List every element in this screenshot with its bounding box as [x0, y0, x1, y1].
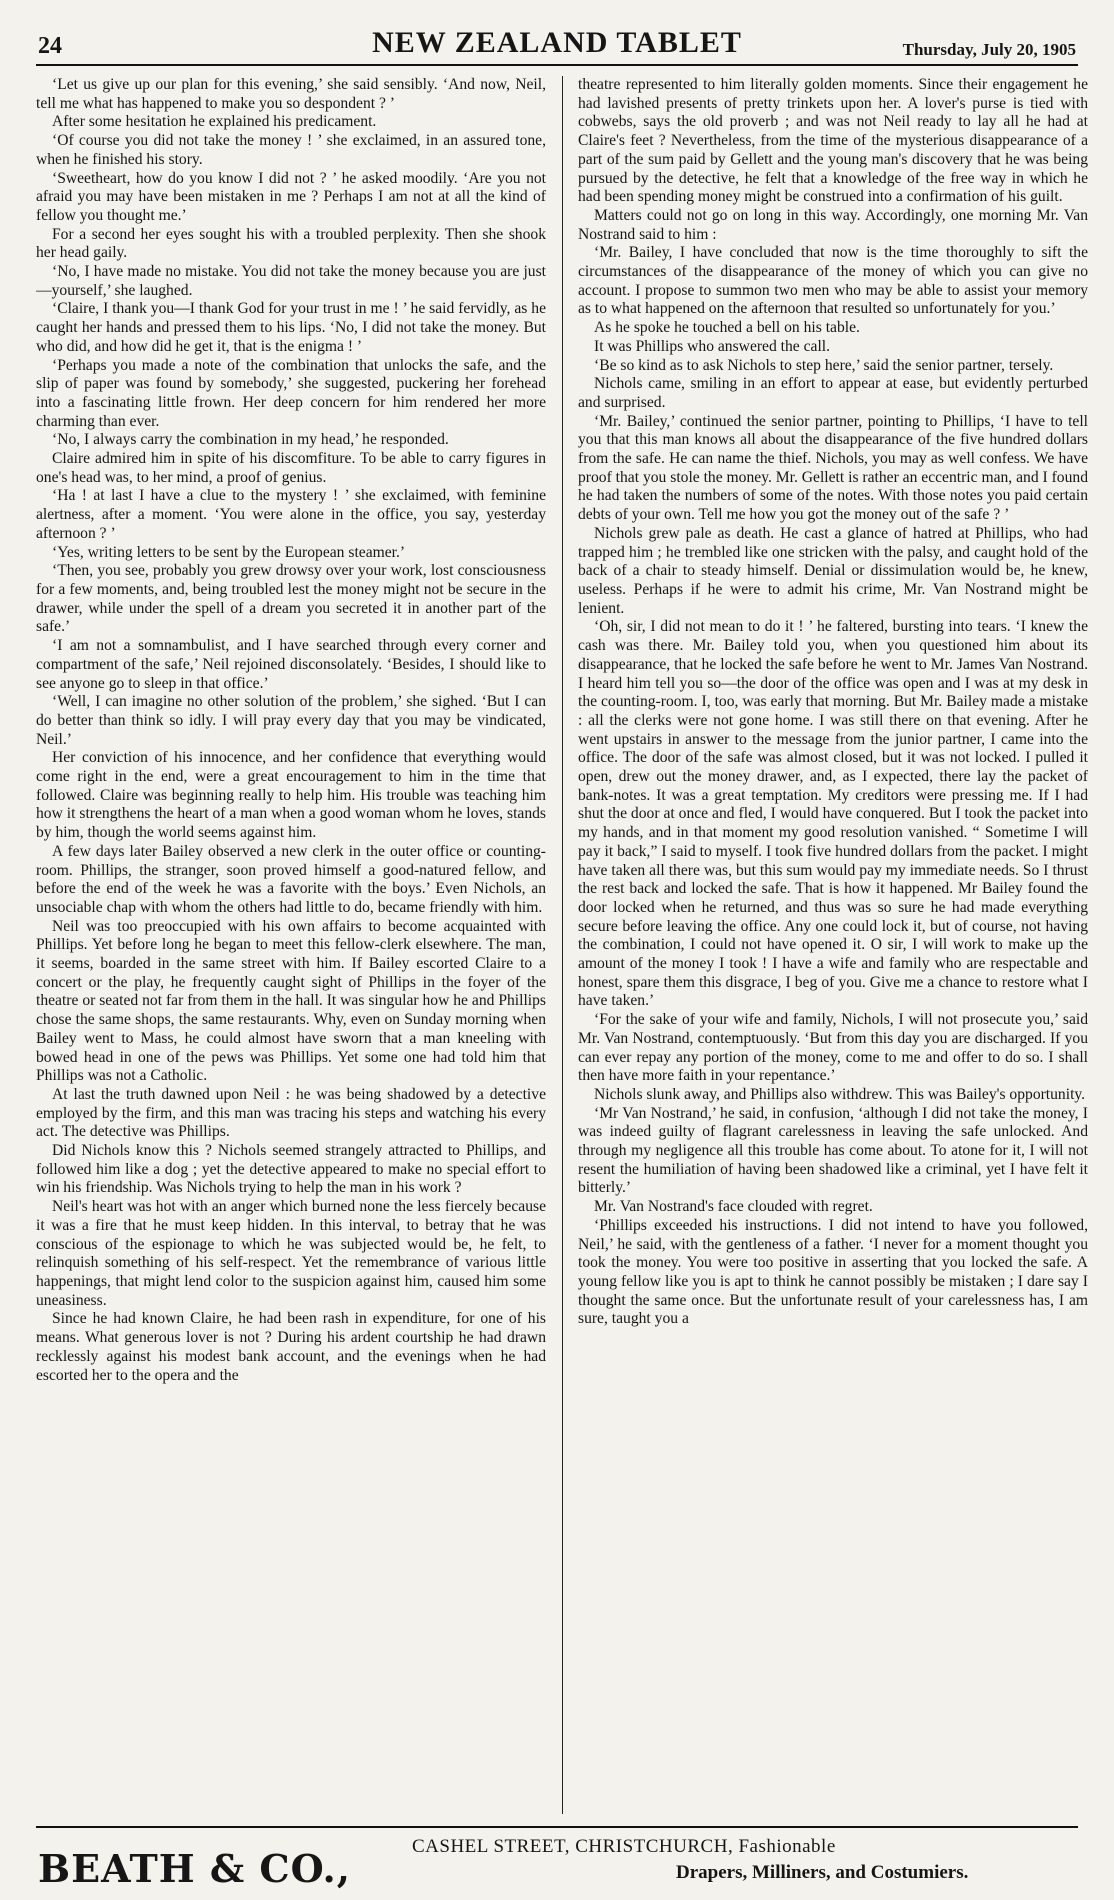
paragraph: Matters could not go on long in this way. Accordingly, one morning Mr. Van Nostrand said to him :: [578, 206, 1088, 243]
advertisement: [38, 1832, 1076, 1896]
paragraph: ‘Sweetheart, how do you know I did not ? ’ he asked moodily. ‘Are you not afraid you may have been mistaken in me ? Perhaps I am not at all the kind of fellow you thought me.’: [36, 169, 546, 224]
paragraph: Since he had known Claire, he had been rash in expenditure, for one of his means. What generous lover is not ? During his ardent courtship he had drawn recklessly against his modest bank account, and the evenings when he had escorted her to the opera and the: [36, 1310, 546, 1384]
paragraph: ‘No, I have made no mistake. You did not take the money because you are just—yourself,’ she laughed.: [36, 263, 546, 299]
page-header: [38, 24, 1076, 60]
paragraph: ‘Mr Van Nostrand,’ he said, in confusion, ‘although I did not take the money, I was indeed guilty of flagrant carelessness in leaving the safe unlocked. And through my negligence all this trouble has come about. To atone for it, I will not resent the humiliation of having been shadowed like a criminal, yet I have felt it bitterly.’: [578, 1104, 1088, 1197]
issue-date: Thursday, July 20, 1905: [902, 40, 1076, 59]
paragraph: Neil was too preoccupied with his own affairs to become acquainted with Phillips. Yet before long he began to meet this fellow-clerk elsewhere. The man, it seems, boarded in the same street with him. If Bailey escorted Claire to a concert or the play, he frequently caught sight of Phillips in the foyer of the theatre or seated not far from them in the hall. It was singular how he and Phillips chose the same shops, the same restaurants. Why, even on Sunday morning when Bailey went to Mass, he could almost have sworn that a man kneeling with bowed head in one of the pews was Phillips. Yet some one had told him that Phillips was not a Catholic.: [36, 917, 546, 1085]
paragraph: ‘Ha ! at last I have a clue to the mystery ! ’ she exclaimed, with feminine alertness, after a moment. ‘You were alone in the office, you say, yesterday afternoon ? ’: [36, 487, 546, 542]
paragraph: ‘Well, I can imagine no other solution of the problem,’ she sighed. ‘But I can do better than think so idly. I will pray every day that you may be vindicated, Neil.’: [36, 693, 546, 748]
paragraph: Neil's heart was hot with an anger which burned none the less fiercely because it was a fire that he must keep hidden. In this interval, to betray that he was conscious of the espionage to which he was subjected would be, he felt, to relinquish something of his self-respect. Yet the remembrance of various little happenings, that might lend color to the suspicion against him, caused him some uneasiness.: [36, 1198, 546, 1309]
paragraph: ‘Mr. Bailey,’ continued the senior partner, pointing to Phillips, ‘I have to tell you that this man knows all about the disappearance of the five hundred dollars from the safe. He can name the thief. Nichols, you may as well confess. We have proof that you stole the money. Mr. Gellett is rather an eccentric man, and I found he had taken the numbers of some of the notes. With those notes you paid certain debts of your own. Tell me how you got the money out of the safe ? ’: [578, 412, 1088, 524]
paragraph: ‘Oh, sir, I did not mean to do it ! ’ he faltered, bursting into tears. ‘I knew the cash was there. Mr. Bailey told you, when you questioned him about its disappearance, that he locked the safe before he went to Mr. James Van Nostrand. I heard him tell you so—the door of the office was open and I was at my desk in the counting-room. I, too, was early that morning. But Mr. Bailey made a mistake : all the clerks were not gone home. I was still there on that evening. After he went upstairs in answer to the message from the junior partner, I came into the office. The door of the safe was almost closed, but it was not locked. I pulled it open, drew out the money drawer, and, as I expected, there lay the packet of bank-notes. It was a great temptation. My creditors were pressing me. If I had shut the door at once and fled, I would have conquered. But I took the packet into my hands, and in that moment my good resolution vanished. “ Sometime I will pay it back,” I said to myself. I took five hundred dollars from the packet. I might have taken all there was, but this sum would pay my immediate needs. So I thrust the rest back and locked the safe. That is how it happened. Mr Bailey found the door locked when he returned, and thus was so sure he had made everything secure before leaving the office. Any one could lock it, but of course, not having the combination, I could not have opened it. O sir, I will work to make up the amount of the money I took ! I have a wife and family who are respectable and honest, spare them this disgrace, I beg of you. Give me a chance to restore what I have taken.’: [578, 618, 1088, 1010]
paragraph: ‘Mr. Bailey, I have concluded that now is the time thoroughly to sift the circumstances of the disappearance of the money of which you can give no account. I propose to summon two men who may be able to assist your memory as to what happened on the afternoon that resulted so unfortunately for you.’: [578, 244, 1088, 318]
left-column: [36, 76, 546, 1814]
paragraph: Nichols came, smiling in an effort to appear at ease, but evidently perturbed and surprised.: [578, 375, 1088, 411]
advertiser-trades: Drapers, Milliners, and Costumiers.: [676, 1862, 969, 1883]
paragraph: ‘Then, you see, probably you grew drowsy over your work, lost consciousness for a few moments, and, being troubled lest the money might not be secure in the drawer, while under the spell of a dream you secreted it in another part of the safe.’: [36, 562, 546, 636]
paragraph: Mr. Van Nostrand's face clouded with regret.: [594, 1198, 873, 1216]
paragraph: At last the truth dawned upon Neil : he was being shadowed by a detective employed by the firm, and this man was tracing his steps and watching his every act. The detective was Phillips.: [36, 1085, 546, 1141]
advertiser-address: CASHEL STREET, CHRISTCHURCH, Fashionable: [412, 1836, 836, 1857]
paragraph: It was Phillips who answered the call.: [594, 337, 831, 355]
paragraph: A few days later Bailey observed a new clerk in the outer office or counting-room. Phillips, the stranger, soon proved himself a good-natured fellow, and before the end of the week he was a favorite with the boys.’ Even Nichols, an unsociable chap with whom the others had little to do, became friendly with him.: [36, 842, 546, 916]
paragraph: ‘Let us give up our plan for this evening,’ she said sensibly. ‘And now, Neil, tell me what has happened to make you so despondent ? ’: [36, 76, 546, 112]
paragraph: Her conviction of his innocence, and her confidence that everything would come right in the end, were a great encouragement to him in the time that followed. Claire was beginning really to help him. His trouble was teaching him how it strengthens the heart of a man when a good woman whom he loves, stands by him, though the world seems against him.: [36, 749, 546, 842]
paragraph: As he spoke he touched a bell on his table.: [594, 319, 860, 337]
paragraph: ‘Yes, writing letters to be sent by the European steamer.’: [52, 543, 406, 561]
paragraph: Nichols slunk away, and Phillips also withdrew. This was Bailey's opportunity.: [594, 1085, 1086, 1103]
paragraph: After some hesitation he explained his predicament.: [52, 113, 377, 131]
paragraph: ‘Be so kind as to ask Nichols to step here,’ said the senior partner, tersely.: [594, 356, 1054, 374]
paragraph: ‘Claire, I thank you—I thank God for your trust in me ! ’ he said fervidly, as he caught her hands and pressed them to his lips. ‘No, I did not take the money. But who did, and how did he get it, that is the enigma ! ’: [36, 300, 546, 355]
paragraph: Claire admired him in spite of his discomfiture. To be able to carry figures in one's head was, to her mind, a proof of genius.: [36, 450, 546, 486]
paragraph: ‘Of course you did not take the money ! ’ she exclaimed, in an assured tone, when he finished his story.: [36, 132, 546, 168]
advertiser-name: BEATH & CO.,: [38, 1846, 352, 1891]
paragraph: Did Nichols know this ? Nichols seemed strangely attracted to Phillips, and followed him like a dog ; yet the detective appeared to make no special effort to win his friendship. Was Nichols trying to help the man in his work ?: [36, 1142, 546, 1197]
footer-rule: [36, 1826, 1078, 1828]
masthead-title: NEW ZEALAND TABLET: [372, 26, 742, 59]
column-divider: [562, 76, 563, 1814]
paragraph: theatre represented to him literally golden moments. Since their engagement he had lavished presents of pretty trinkets upon her. A lover's purse is tied with cobwebs, says the old proverb ; and was not Neil ready to lay all he had at Claire's feet ? Nevertheless, from the time of the mysterious disappearance of a part of the sum paid by Gellett and the young man's discovery that he was being pursued by the detective, he felt that a knowledge of the free way in which he had been spending money might be construed into a confirmation of his guilt.: [578, 76, 1088, 206]
paragraph: For a second her eyes sought his with a troubled perplexity. Then she shook her head gaily.: [36, 225, 546, 262]
paragraph: ‘No, I always carry the combination in my head,’ he responded.: [52, 431, 449, 449]
paragraph: ‘Phillips exceeded his instructions. I did not intend to have you followed, Neil,’ he said, with the gentleness of a father. ‘I never for a moment thought you took the money. You were too positive in asserting that you locked the safe. A young fellow like you is apt to think he cannot possibly be mistaken ; I dare say I thought the same once. But the unfortunate result of your carelessness has, I am sure, taught you a: [578, 1216, 1088, 1328]
paragraph: ‘For the sake of your wife and family, Nichols, I will not prosecute you,’ said Mr. Van Nostrand, contemptuously. ‘But from this day you are discharged. If you can ever repay any portion of the money, come to me and offer to do so. I shall then have more faith in your repentance.’: [578, 1011, 1088, 1085]
paragraph: ‘I am not a somnambulist, and I have searched through every corner and compartment of the safe,’ Neil rejoined disconsolately. ‘Besides, I should like to see anyone go to sleep in that office.’: [36, 637, 546, 692]
paragraph: Nichols grew pale as death. He cast a glance of hatred at Phillips, who had trapped him ; he trembled like one stricken with the palsy, and caught hold of the back of a chair to steady himself. Denial or dissimulation would be, he knew, useless. Perhaps if he were to admit his crime, Mr. Van Nostrand might be lenient.: [578, 524, 1088, 617]
header-rule: [36, 64, 1078, 66]
paragraph: ‘Perhaps you made a note of the combination that unlocks the safe, and the slip of paper was found by somebody,’ she suggested, puckering her forehead into a fascinating little frown. Her deep concern for him rendered her more charming than ever.: [36, 356, 546, 430]
page-number: 24: [38, 33, 62, 59]
right-column: [578, 76, 1088, 1814]
